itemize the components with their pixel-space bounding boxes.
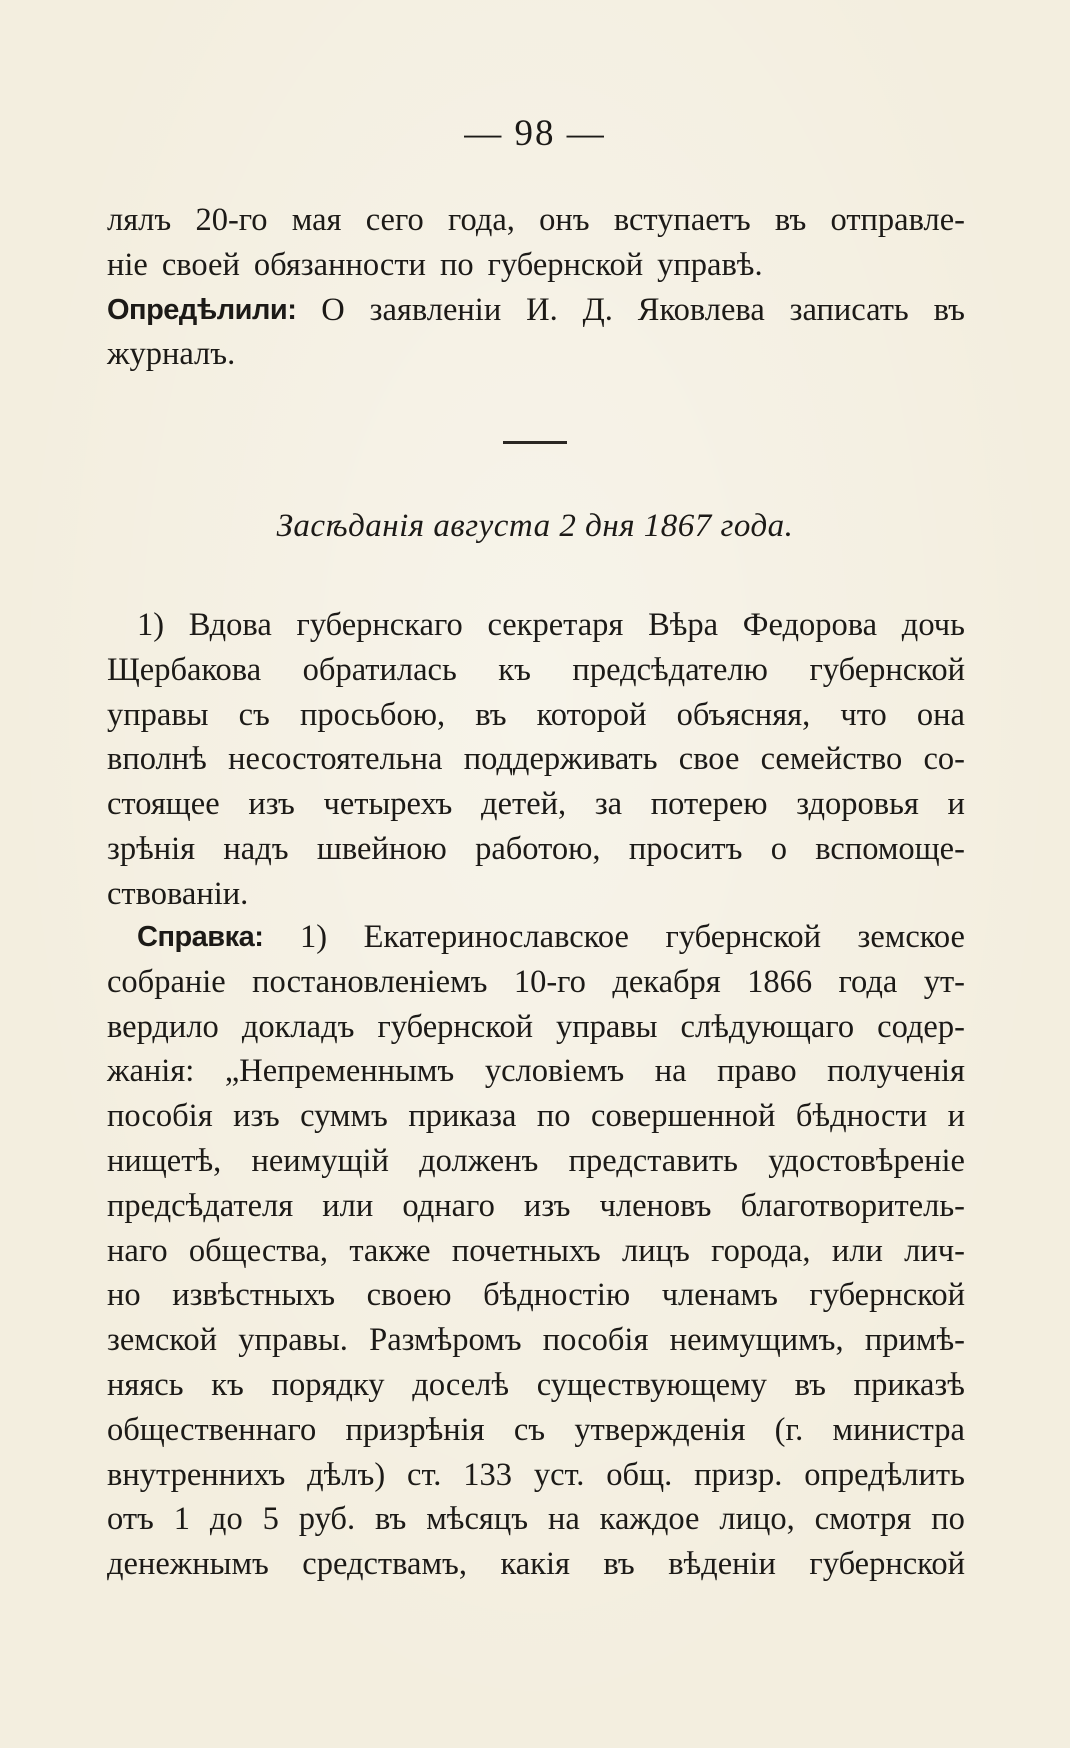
word: полученія xyxy=(827,1053,965,1090)
word: слѣдующаго xyxy=(680,1008,855,1045)
text-line xyxy=(107,1229,965,1274)
word: и xyxy=(947,786,965,823)
word: четырехъ xyxy=(323,786,453,823)
word: или xyxy=(831,1232,883,1269)
text-line xyxy=(107,827,965,872)
word: губернской xyxy=(377,1008,533,1045)
word: года xyxy=(838,963,898,1000)
word: зрѣнія xyxy=(107,830,196,867)
word: здоровья xyxy=(796,786,919,823)
word: примѣ- xyxy=(864,1322,965,1359)
word: общества, xyxy=(188,1232,329,1269)
word: порядку xyxy=(271,1366,385,1403)
word: утвержденія xyxy=(574,1411,746,1448)
word: 10-го xyxy=(513,963,586,1000)
word: онъ xyxy=(539,202,590,238)
text-line xyxy=(107,1184,965,1229)
word: въ xyxy=(475,696,507,733)
word: детей, xyxy=(481,786,567,823)
word: управы. xyxy=(238,1322,348,1359)
word: на xyxy=(654,1053,687,1090)
word: до xyxy=(209,1501,243,1538)
word: приказа xyxy=(408,1098,517,1135)
text-line xyxy=(107,1408,965,1453)
text-line xyxy=(107,1139,965,1184)
word: 1866 xyxy=(747,963,813,1000)
word: бѣдности xyxy=(795,1098,928,1135)
word: Вдова xyxy=(188,607,272,643)
text-line xyxy=(107,693,965,738)
word: лицо, xyxy=(719,1501,795,1538)
word: ствованіи. xyxy=(107,875,249,912)
word: руб. xyxy=(298,1501,356,1538)
word: внутреннихъ xyxy=(107,1456,286,1493)
word: потерею xyxy=(650,786,768,823)
word: общ. xyxy=(606,1456,673,1493)
reference-paragraph xyxy=(107,915,965,1587)
word: собраніе xyxy=(107,963,226,1000)
word: мѣсяцъ xyxy=(426,1501,529,1538)
word: по xyxy=(536,1098,571,1135)
word: удостовѣреніе xyxy=(768,1142,965,1179)
word: ут- xyxy=(923,963,965,1000)
word: въ xyxy=(933,291,965,328)
word: лич- xyxy=(904,1232,965,1269)
word: ст. xyxy=(407,1456,442,1493)
word: средствамъ, xyxy=(302,1546,467,1583)
word: 133 xyxy=(463,1456,512,1493)
word: министра xyxy=(832,1411,965,1448)
word: пособія xyxy=(107,1098,213,1135)
word: губернской xyxy=(809,1277,965,1314)
word: общественнаго xyxy=(107,1411,317,1448)
word: предсѣдателю xyxy=(572,651,768,688)
item-1-paragraph xyxy=(107,603,965,917)
word: 1 xyxy=(173,1501,190,1538)
word: дочь xyxy=(901,607,965,643)
word: неимущій xyxy=(251,1142,389,1179)
reference-first-line xyxy=(107,915,965,960)
word: Д. xyxy=(582,291,613,328)
word: существующему xyxy=(536,1366,767,1403)
word: изъ xyxy=(523,1187,571,1224)
word: она xyxy=(916,696,965,733)
text-line xyxy=(107,1453,965,1498)
word: членовъ xyxy=(599,1187,712,1224)
page-number: — 98 — xyxy=(464,113,606,154)
word: въ xyxy=(794,1366,826,1403)
word: по xyxy=(931,1501,965,1538)
word: земской xyxy=(107,1322,218,1359)
word: губернскаго xyxy=(296,607,463,643)
word: 1) xyxy=(299,919,328,955)
text-line xyxy=(107,1049,965,1094)
text-line xyxy=(107,1005,965,1050)
word: 5 xyxy=(262,1501,279,1538)
word: мая xyxy=(291,202,342,238)
word: Яковлева xyxy=(637,291,765,328)
word: благотворитель- xyxy=(740,1187,965,1224)
word: въ xyxy=(374,1501,407,1538)
word: приказѣ xyxy=(853,1366,965,1403)
word: Федорова xyxy=(742,607,878,643)
word: отправле- xyxy=(830,202,965,238)
text-line xyxy=(107,1363,965,1408)
word: управы xyxy=(556,1008,658,1045)
reference-label: Справка: xyxy=(137,921,264,953)
text-line xyxy=(107,1542,965,1587)
text-line xyxy=(107,1318,965,1363)
word: секретаря xyxy=(487,607,624,643)
word: призрѣнія xyxy=(345,1411,485,1448)
word: призр. xyxy=(694,1456,783,1493)
word: просьбою, xyxy=(299,696,446,733)
word: докладъ xyxy=(241,1008,355,1045)
word: представить xyxy=(568,1142,738,1179)
word: вступаетъ xyxy=(613,202,751,238)
word: отъ xyxy=(107,1501,154,1538)
word: жанія: xyxy=(107,1053,195,1090)
word: нищетѣ, xyxy=(107,1142,222,1179)
word: года, xyxy=(447,202,515,238)
text-line xyxy=(107,648,965,693)
word: съ xyxy=(238,696,270,733)
word: обратилась xyxy=(302,651,457,688)
word: о xyxy=(770,830,787,867)
word: лицъ xyxy=(622,1232,690,1269)
word: право xyxy=(717,1053,797,1090)
word: къ xyxy=(498,651,531,688)
word: своею xyxy=(366,1277,452,1314)
word: декабря xyxy=(612,963,721,1000)
text-line xyxy=(107,1497,965,1542)
text-line xyxy=(107,1094,965,1139)
word: записать xyxy=(789,291,909,328)
word: совершенной xyxy=(591,1098,776,1135)
word: няясь xyxy=(107,1366,184,1403)
text-line xyxy=(107,1273,965,1318)
word: управы xyxy=(107,696,209,733)
word: вспомоще- xyxy=(815,830,965,867)
word: почетныхъ xyxy=(451,1232,601,1269)
word: объясняя, xyxy=(676,696,811,733)
word: „Непременнымъ xyxy=(224,1053,455,1090)
word: проситъ xyxy=(628,830,743,867)
word: суммъ xyxy=(300,1098,388,1135)
word: ніе xyxy=(107,246,148,283)
word: доселѣ xyxy=(412,1366,509,1403)
word: по xyxy=(439,246,474,283)
word: И. xyxy=(526,291,558,328)
word: долженъ xyxy=(419,1142,539,1179)
word: предсѣдателя xyxy=(107,1187,294,1224)
word: также xyxy=(349,1232,431,1269)
word: какія xyxy=(500,1546,570,1583)
text-line xyxy=(107,243,965,288)
word: изъ xyxy=(248,786,295,823)
word: въ xyxy=(603,1546,635,1583)
word: несостоятельна xyxy=(228,741,443,778)
word: своей xyxy=(161,246,240,283)
word: съ xyxy=(513,1411,546,1448)
word: но xyxy=(107,1277,141,1314)
word: обязанности xyxy=(253,246,426,283)
word: извѣстныхъ xyxy=(172,1277,336,1314)
word: членамъ xyxy=(661,1277,778,1314)
word: надъ xyxy=(223,830,289,867)
word: О xyxy=(321,291,345,328)
word: вѣденіи xyxy=(668,1546,776,1583)
word: вердило xyxy=(107,1008,219,1045)
word: опредѣлить xyxy=(804,1456,965,1493)
text-line xyxy=(107,332,965,377)
word: Екатеринославское xyxy=(363,919,629,955)
word: города, xyxy=(711,1232,811,1269)
session-heading: Засѣданія августа 2 дня 1867 года. xyxy=(276,508,794,544)
word: однаго xyxy=(402,1187,495,1224)
word: Размѣромъ xyxy=(369,1322,522,1359)
word: бѣдностію xyxy=(483,1277,631,1314)
word: (г. xyxy=(774,1411,804,1448)
word: неимущимъ, xyxy=(669,1322,844,1359)
word: журналъ. xyxy=(107,336,236,373)
text-line xyxy=(107,782,965,827)
word: дѣлъ) xyxy=(307,1456,386,1493)
word: что xyxy=(840,696,887,733)
word: губернской xyxy=(665,919,821,955)
word: условіемъ xyxy=(484,1053,625,1090)
text-line xyxy=(107,960,965,1005)
word: содер- xyxy=(877,1008,965,1045)
word: лялъ xyxy=(107,202,172,238)
word: наго xyxy=(107,1232,168,1269)
text-line xyxy=(107,603,965,648)
word: 20-го xyxy=(195,202,268,238)
word: которой xyxy=(536,696,647,733)
word: пособія xyxy=(542,1322,649,1359)
word: Вѣра xyxy=(648,607,719,643)
word: губернской xyxy=(809,651,965,688)
paragraph-continuation xyxy=(107,198,965,377)
word: изъ xyxy=(233,1098,280,1135)
word: постановленіемъ xyxy=(252,963,488,1000)
word: вполнѣ xyxy=(107,741,207,778)
word: сего xyxy=(365,202,424,238)
text-line xyxy=(107,198,965,243)
word: на xyxy=(547,1501,580,1538)
word: каждое xyxy=(599,1501,700,1538)
word: губернской xyxy=(487,246,644,283)
word: уст. xyxy=(533,1456,585,1493)
word: со- xyxy=(923,741,965,778)
word: въ xyxy=(774,202,807,238)
word: за xyxy=(594,786,623,823)
word: швейною xyxy=(316,830,447,867)
word: или xyxy=(322,1187,374,1224)
word: къ xyxy=(211,1366,244,1403)
word: управѣ. xyxy=(657,246,763,283)
word: семейство xyxy=(760,741,903,778)
word: и xyxy=(947,1098,965,1135)
word: земское xyxy=(857,919,965,955)
word: Щербакова xyxy=(107,651,262,688)
word: губернской xyxy=(809,1546,965,1583)
word: заявленіи xyxy=(369,291,502,328)
word: поддерживать xyxy=(463,741,658,778)
text-line xyxy=(107,872,965,917)
section-divider xyxy=(503,441,567,444)
resolution-line xyxy=(107,288,965,333)
resolution-label: Опредѣлили: xyxy=(107,293,297,326)
word: свое xyxy=(678,741,740,778)
word: смотря xyxy=(814,1501,912,1538)
word: 1) xyxy=(137,607,165,643)
text-line xyxy=(107,737,965,782)
word: стоящее xyxy=(107,786,220,823)
word: денежнымъ xyxy=(107,1546,269,1583)
word: работою, xyxy=(475,830,601,867)
